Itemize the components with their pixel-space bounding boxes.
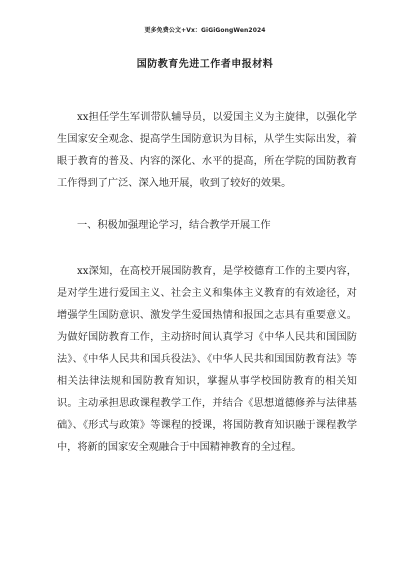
section-paragraph: xx深知，在高校开展国防教育，是学校德育工作的主要内容，是对学生进行爱国主义、社会主义和集体主义教育的有效途径，对增强学生国防意识、激发学生爱国热情和报国之志具有重要意义。为做好国防教育工作，主动挤时间认真学习《中华人民共和国国防法》、《中华人民共和国兵役法》、《中华人民共和国国防教育法》等相关法律法规和国防教育知识，掌握从事学校国防教育的相关知识。主动承担思政课程教学工作，并结合《思想道德修养与法律基础》、《形式与政策》等课程的授课，将国防教育知识融于课程教学中，将新的国家安全观融合于中国精神教育的全过程。	[57, 266, 357, 453]
intro-paragraph: xx担任学生军训带队辅导员，以爱国主义为主旋律，以强化学生国家安全观念、提高学生国防意识为目标，从学生实际出发，着眼于教育的普及、内容的深化、水平的提高，所在学院的国防教育工作得到了广泛、深入地开展，收到了较好的效果。	[57, 112, 357, 189]
header-note: 更多免费公文+Vx：GiGiGongWen2024	[144, 27, 266, 34]
section-heading: 一、积极加强理论学习，结合教学开展工作	[77, 220, 271, 231]
document-body	[57, 107, 357, 459]
document-title: 国防教育先进工作者申报材料	[136, 59, 274, 70]
